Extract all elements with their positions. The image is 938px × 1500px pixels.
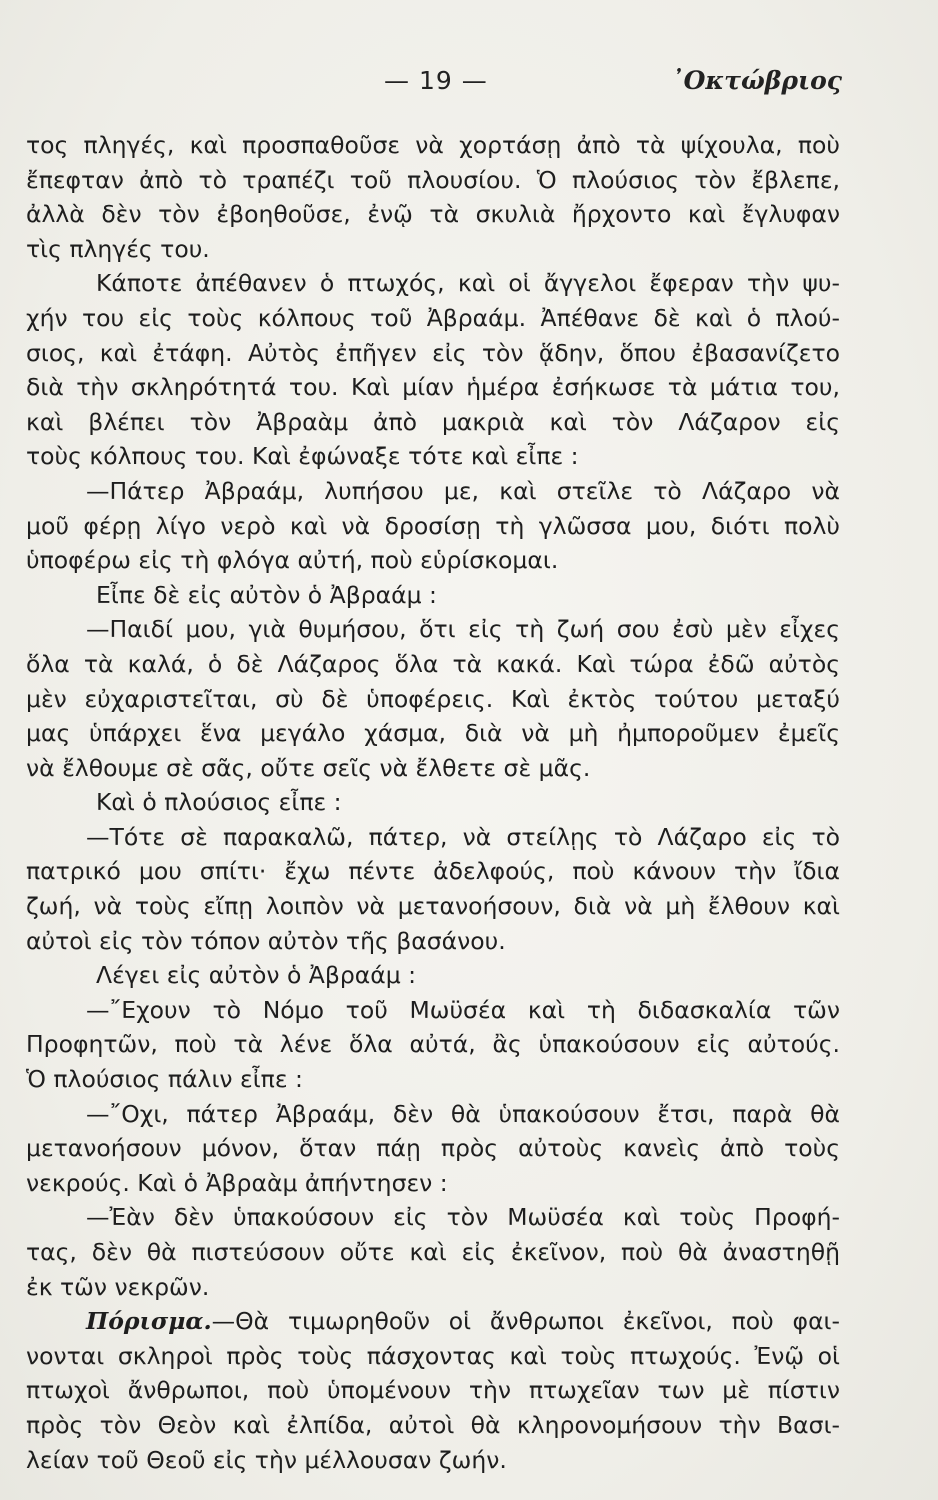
text-line: —῎Εχουν τὸ Νόμο τοῦ Μωϋσέα καὶ τὴ διδασκαλία τῶν bbox=[86, 995, 840, 1024]
text-line: νεκρούς. Καὶ ὁ Ἀβραὰμ ἀπήντησεν : bbox=[26, 1168, 448, 1197]
text-line: χήν του εἰς τοὺς κόλπους τοῦ Ἀβραάμ. Ἀπέθανε δὲ καὶ ὁ πλού- bbox=[26, 303, 840, 332]
text-line: τὶς πληγές του. bbox=[26, 234, 210, 263]
text-line: Ὁ πλούσιος πάλιν εἶπε : bbox=[26, 1065, 303, 1094]
text-line: Εἶπε δὲ εἰς αὐτὸν ὁ Ἀβραάμ : bbox=[96, 580, 437, 609]
text-line: ἐκ τῶν νεκρῶν. bbox=[26, 1272, 210, 1301]
text-line: —Παιδί μου, γιὰ θυμήσου, ὅτι εἰς τὴ ζωή σου ἐσὺ μὲν εἶχες bbox=[86, 615, 840, 644]
text-line: ζωή, νὰ τοὺς εἴπῃ λοιπὸν νὰ μετανοήσουν, διὰ νὰ μὴ ἔλθουν καὶ bbox=[26, 892, 840, 921]
text-line: ὅλα τὰ καλά, ὁ δὲ Λάζαρος ὅλα τὰ κακά. Καὶ τώρα ἐδῶ αὐτὸς bbox=[26, 649, 840, 678]
text-line: νὰ ἔλθουμε σὲ σᾶς, οὔτε σεῖς νὰ ἔλθετε σὲ μᾶς. bbox=[26, 753, 591, 782]
text-line: αὐτοὶ εἰς τὸν τόπον αὐτὸν τῆς βασάνου. bbox=[26, 926, 506, 955]
text-line: —῎Οχι, πάτερ Ἀβραάμ, δὲν θὰ ὑπακούσουν ἔτσι, παρὰ θὰ bbox=[86, 1099, 840, 1128]
text-line: τος πληγές, καὶ προσπαθοῦσε νὰ χορτάσῃ ἀπὸ τὰ ψίχουλα, ποὺ bbox=[26, 131, 840, 159]
text-line: ὑποφέρω εἰς τὴ φλόγα αὐτή, ποὺ εὑρίσκομαι. bbox=[26, 546, 559, 575]
text-line: Λέγει εἰς αὐτὸν ὁ Ἀβραάμ : bbox=[96, 961, 417, 990]
text-line: λείαν τοῦ Θεοῦ εἰς τὴν μέλλουσαν ζωήν. bbox=[26, 1445, 507, 1474]
text-line: Προφητῶν, ποὺ τὰ λένε ὅλα αὐτά, ἂς ὑπακούσουν εἰς αὐτούς. bbox=[26, 1030, 840, 1059]
text-line: μας ὑπάρχει ἕνα μεγάλο χάσμα, διὰ νὰ μὴ ἠμποροῦμεν ἐμεῖς bbox=[26, 719, 840, 748]
porisma-text: —Θὰ τιμωρηθοῦν οἱ ἄνθρωποι ἐκεῖνοι, ποὺ φαι- bbox=[211, 1307, 840, 1336]
text-line: διὰ τὴν σκληρότητά του. Καὶ μίαν ἡμέρα ἐσήκωσε τὰ μάτια του, bbox=[26, 373, 840, 402]
porisma-label: Πόρισμα. bbox=[86, 1307, 212, 1336]
page-header bbox=[0, 66, 938, 106]
text-line: ἀλλὰ δὲν τὸν ἐβοηθοῦσε, ἐνῷ τὰ σκυλιὰ ἤρχοντο καὶ ἔγλυφαν bbox=[26, 200, 840, 229]
text-line: νονται σκληροὶ πρὸς τοὺς πάσχοντας καὶ τοὺς πτωχούς. Ἐνῷ οἱ bbox=[26, 1341, 840, 1370]
text-line: μετανοήσουν μόνον, ὅταν πάῃ πρὸς αὐτοὺς κανεὶς ἀπὸ τοὺς bbox=[26, 1134, 840, 1163]
text-line: —Ἐὰν δὲν ὑπακούσουν εἰς τὸν Μωϋσέα καὶ τοὺς Προφή- bbox=[86, 1203, 840, 1232]
text-line: μοῦ φέρῃ λίγο νερὸ καὶ νὰ δροσίσῃ τὴ γλῶσσα μου, διότι πολὺ bbox=[26, 511, 840, 540]
text-line: μὲν εὐχαριστεῖται, σὺ δὲ ὑποφέρεις. Καὶ ἐκτὸς τούτου μεταξύ bbox=[26, 684, 840, 713]
text-line: τας, δὲν θὰ πιστεύσουν οὔτε καὶ εἰς ἐκεῖνον, ποὺ θὰ ἀναστηθῇ bbox=[26, 1238, 840, 1266]
text-line: Καὶ ὁ πλούσιος εἶπε : bbox=[96, 788, 342, 817]
text-line: πτωχοὶ ἄνθρωποι, ποὺ ὑπομένουν τὴν πτωχεῖαν των μὲ πίστιν bbox=[26, 1376, 840, 1405]
text-line: —Τότε σὲ παρακαλῶ, πάτερ, νὰ στείλῃς τὸ Λάζαρο εἰς τὸ bbox=[86, 822, 840, 851]
text-line: καὶ βλέπει τὸν Ἀβραὰμ ἀπὸ μακριὰ καὶ τὸν Λάζαρον εἰς bbox=[26, 407, 840, 436]
text-line: πατρικό μου σπίτι· ἔχω πέντε ἀδελφούς, ποὺ κάνουν τὴν ἴδια bbox=[26, 857, 840, 886]
page-number: — 19 — bbox=[384, 66, 488, 95]
text-line: σιος, καὶ ἐτάφη. Αὐτὸς ἐπῆγεν εἰς τὸν ᾅδην, ὅπου ἐβασανίζετο bbox=[26, 338, 840, 367]
text-line: ἔπεφταν ἀπὸ τὸ τραπέζι τοῦ πλουσίου. Ὁ πλούσιος τὸν ἔβλεπε, bbox=[26, 165, 840, 194]
body-text bbox=[26, 128, 840, 1477]
running-head: ᾿Οκτώβριος bbox=[671, 66, 842, 95]
text-line: Κάποτε ἀπέθανεν ὁ πτωχός, καὶ οἱ ἄγγελοι ἔφεραν τὴν ψυ- bbox=[96, 269, 840, 298]
text-line: τοὺς κόλπους του. Καὶ ἐφώναξε τότε καὶ εἶπε : bbox=[26, 442, 579, 471]
porisma-first-line bbox=[26, 1304, 840, 1339]
text-line: —Πάτερ Ἀβραάμ, λυπήσου με, καὶ στεῖλε τὸ Λάζαρο νὰ bbox=[86, 476, 840, 505]
text-line: πρὸς τὸν Θεὸν καὶ ἐλπίδα, αὐτοὶ θὰ κληρονομήσουν τὴν Βασι- bbox=[26, 1410, 840, 1439]
